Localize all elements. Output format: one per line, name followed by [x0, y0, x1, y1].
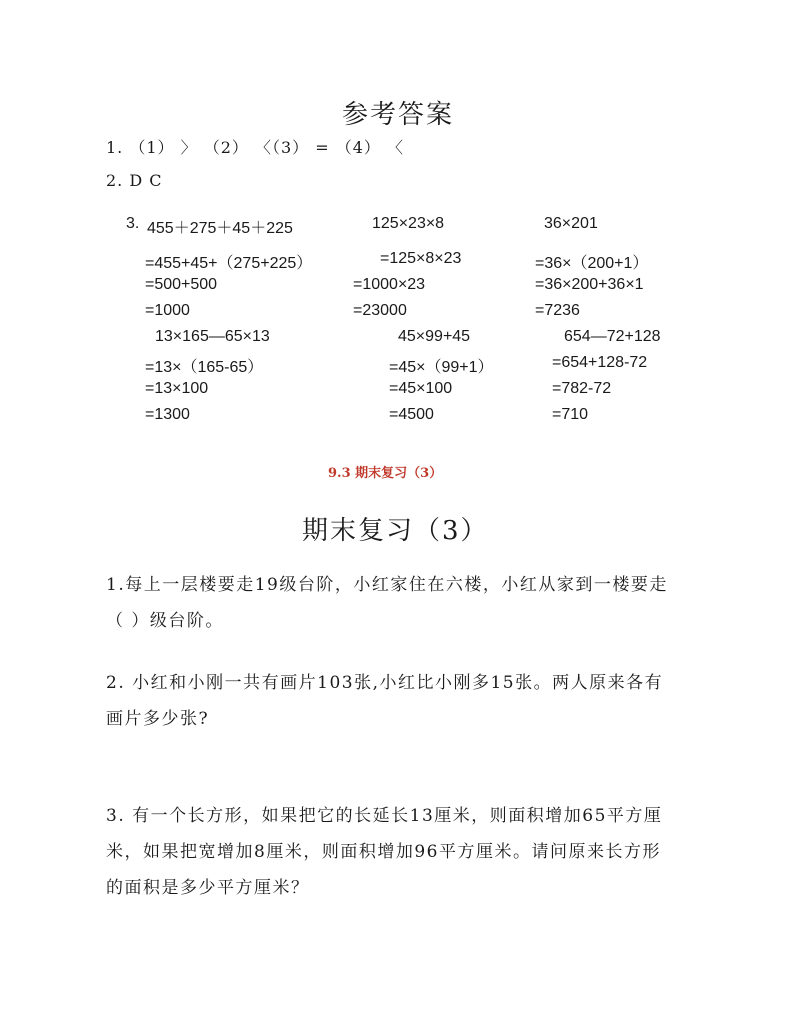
section-title: 期末复习（3） — [302, 516, 489, 546]
answer-key-title: 参考答案 — [342, 100, 455, 130]
answer-line-2: 2. D C — [106, 171, 163, 190]
calc-line: 455＋275＋45＋225 — [147, 220, 293, 237]
calc-line: =654+128-72 — [552, 354, 648, 371]
question-text-line: 画片多少张? — [106, 709, 210, 729]
calc-line: =36×（200+1） — [535, 255, 649, 272]
calc-line: 125×23×8 — [372, 215, 445, 232]
calc-line: =782-72 — [552, 380, 612, 397]
calc-line: =710 — [552, 406, 589, 423]
calc-line: 36×201 — [544, 215, 598, 232]
question-text-line: 的面积是多少平方厘米？ — [106, 878, 310, 898]
calc-line: =23000 — [353, 302, 407, 319]
calc-line: =36×200+36×1 — [535, 276, 644, 293]
answer-q3-number: 3. — [126, 215, 140, 232]
section-label: 9.3 期末复习（3） — [328, 466, 443, 481]
calc-line: =500+500 — [145, 276, 218, 293]
answer-line-1: 1. （1） 〉 （2） 〈（3） = （4） 〈 — [106, 138, 404, 157]
calc-line: =45×（99+1） — [389, 359, 494, 376]
calc-line: =45×100 — [389, 380, 453, 397]
calc-line: =455+45+（275+225） — [145, 255, 313, 272]
calc-line: =13×（165-65） — [145, 359, 264, 376]
calc-line: =7236 — [535, 302, 580, 319]
calc-line: =1300 — [145, 406, 190, 423]
question-text-line: 1.每上一层楼要走19级台阶，小红家住在六楼，小红从家到一楼要走 — [106, 575, 668, 595]
calc-line: =13×100 — [145, 380, 209, 397]
calc-line: =1000 — [145, 302, 190, 319]
question-text-line: 3. 有一个长方形，如果把它的长延长13厘米，则面积增加65平方厘 — [106, 806, 663, 826]
calc-line: =1000×23 — [353, 276, 426, 293]
calc-line: =125×8×23 — [380, 250, 462, 267]
calc-line: 654—72+128 — [564, 328, 661, 345]
calc-line: 13×165—65×13 — [155, 328, 270, 345]
question-text-line: （ ）级台阶。 — [106, 611, 224, 631]
question-text-line: 米，如果把宽增加8厘米，则面积增加96平方厘米。请问原来长方形 — [106, 842, 661, 862]
question-text-line: 2. 小红和小刚一共有画片103张,小红比小刚多15张。两人原来各有 — [106, 673, 664, 693]
calc-line: 45×99+45 — [398, 328, 471, 345]
calc-line: =4500 — [389, 406, 434, 423]
